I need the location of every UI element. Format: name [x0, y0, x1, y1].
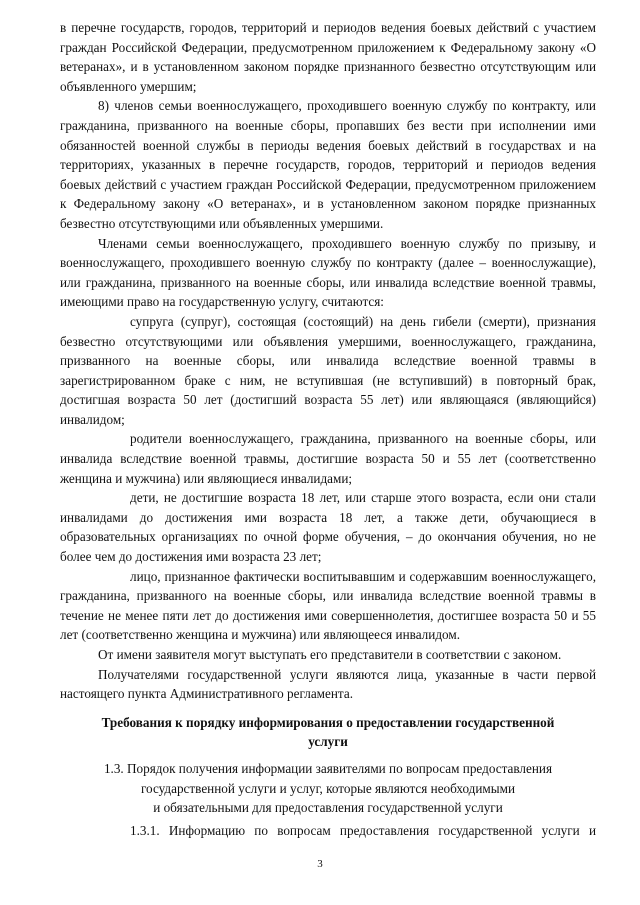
paragraph-representatives: От имени заявителя могут выступать его представители в соответствии с законом.: [98, 647, 562, 662]
document-page: [60, 18, 596, 840]
page-number: 3: [317, 858, 323, 870]
paragraph-parents: родители военнослужащего, гражданина, призванного на военные сборы, или инвалида вследствие военной травмы, достигшие возраста 50 и 55 лет (соответственно женщина и мужчина) или являющиеся инвалидами;: [60, 431, 596, 486]
subsection-heading: [60, 759, 596, 818]
paragraph-family-members: Членами семьи военнослужащего, проходившего военную службу по призыву, и военнослужащего, проходившего военную службу по контракту (далее – военнослужащие), или гражданина, призванного на военные сборы, или инвалида вследствие военной травмы, имеющими право на государственную услугу, считаются:: [60, 235, 596, 310]
paragraph-children: дети, не достигшие возраста 18 лет, или старше этого возраста, если они стали инвалидами до достижения ими возраста 18 лет, а также дети, обучающиеся в образовательных организациях по очной форме обучения, – до окончания обучения, но не более чем до достижения ими возраста 23 лет;: [60, 490, 596, 565]
paragraph-recipients: Получателями государственной услуги являются лица, указанные в части первой настоящего пункта Административного регламента.: [60, 666, 596, 702]
paragraph-spouse: супруга (супруг), состоящая (состоящий) на день гибели (смерти), признания безвестно отсутствующими или объявления умершими, военнослужащего, гражданина, призванного на военные сборы, или инвалида вследствие военной травмы в зарегистрированном браке с ним, не вступившая (не вступивший) в повторный брак, достигшая возраста 50 лет (достигший возраста 55 лет) или являющаяся (являющийся) инвалидом;: [60, 313, 596, 427]
paragraph-guardian: лицо, признанное фактически воспитывавшим и содержавшим военнослужащего, гражданина, призванного на военные сборы, или инвалида вследствие военной травмы в течение не менее пяти лет до достижения ими совершеннолетия, достигшее возраста 50 и 55 лет (соответственно женщина и мужчина) или являющееся инвалидом.: [60, 568, 596, 643]
subsection-heading-line-2: государственной услуги и услуг, которые являются необходимыми: [140, 780, 516, 796]
subsection-heading-line-1: 1.3. Порядок получения информации заявителями по вопросам предоставления: [103, 760, 553, 776]
subsection-heading-line-3: и обязательными для предоставления государственной услуги: [153, 800, 503, 816]
section-heading-line-1: Требования к порядку информирования о предоставлении государственной: [101, 714, 555, 730]
section-heading-line-2: услуги: [308, 734, 348, 750]
paragraph-1-3-1: 1.3.1. Информацию по вопросам предоставления государственной услуги и: [130, 822, 596, 838]
paragraph-item-8: 8) членов семьи военнослужащего, проходившего военную службу по контракту, или гражданина, призванного на военные сборы, пропавших без вести при исполнении ими обязанностей военной службы в периоды ведения боевых действий в государствах и на территориях, указанных в перечне государств, городов, территорий и периодов ведения боевых действий с участием граждан Российской Федерации, предусмотренном приложением к Федеральному закону «О ветеранах», и в установленном законом порядке признанных безвестно отсутствующими или объявленных умершими.: [60, 98, 596, 231]
section-heading: [60, 713, 596, 752]
paragraph-continuation: в перечне государств, городов, территорий и периодов ведения боевых действий с участием граждан Российской Федерации, предусмотренном приложением к Федеральному закону «О ветеранах», и в установленном законом порядке признанного безвестно отсутствующим или объявленного умершим;: [60, 20, 596, 94]
